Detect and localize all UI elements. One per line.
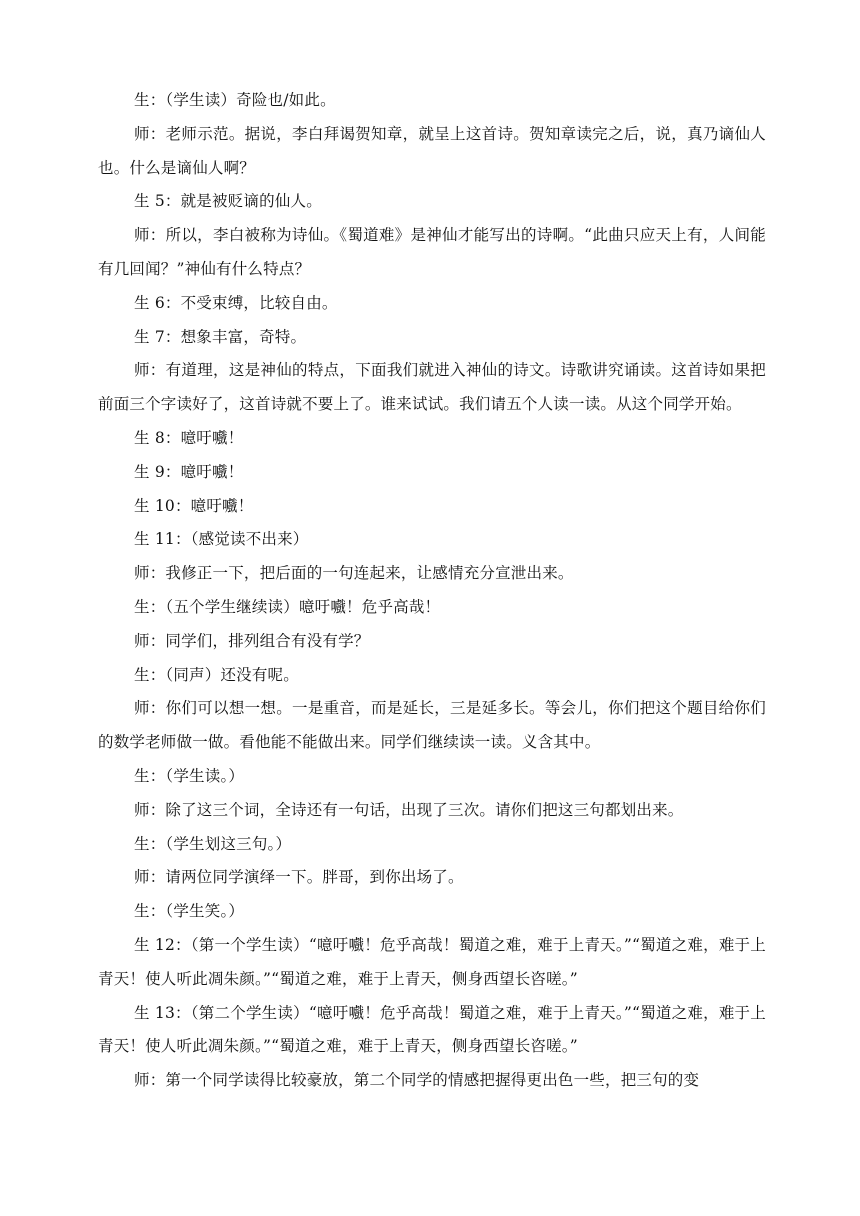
paragraph-5: 生 6：不受束缚，比较自由。 [134, 293, 338, 312]
paragraph-16: 师：你们可以想一想。一是重音，而是延长，三是延多长。等会儿，你们把这个题目给你们的数学老师做一做。看他能不能做出来。同学们继续读一读。义含其中。 [98, 699, 766, 752]
paragraph-21: 生：（学生笑。） [134, 902, 245, 921]
paragraph-8: 生 8：噫吁嚱！ [134, 428, 244, 447]
paragraph-11: 生 11：（感觉读不出来） [134, 530, 309, 549]
paragraph-14: 师：同学们，排列组合有没有学？ [134, 631, 370, 650]
paragraph-20: 师：请两位同学演绎一下。胖哥，到你出场了。 [134, 868, 464, 887]
paragraph-3: 生 5：就是被贬谪的仙人。 [134, 192, 322, 211]
paragraph-13: 生：（五个学生继续读）噫吁嚱！危乎高哉！ [134, 597, 441, 616]
paragraph-19: 生：（学生划这三句。） [134, 834, 292, 853]
paragraph-9: 生 9：噫吁嚱！ [134, 462, 244, 481]
paragraph-10: 生 10：噫吁嚱！ [134, 496, 254, 515]
paragraph-24: 师：第一个同学读得比较豪放，第二个同学的情感把握得更出色一些，把三句的变 [134, 1071, 700, 1090]
paragraph-4: 师：所以，李白被称为诗仙。《蜀道难》是神仙才能写出的诗啊。“此曲只应天上有，人间能有几回闻？”神仙有什么特点？ [98, 226, 766, 278]
transcript-body [98, 84, 766, 1098]
paragraph-23: 生 13：（第二个学生读）“噫吁嚱！危乎高哉！蜀道之难，难于上青天。”“蜀道之难，难于上青天！使人听此凋朱颜。”“蜀道之难，难于上青天，侧身西望长咨嗟。” [98, 1003, 766, 1056]
paragraph-6: 生 7：想象丰富，奇特。 [134, 327, 307, 346]
paragraph-7: 师：有道理，这是神仙的特点，下面我们就进入神仙的诗文。诗歌讲究诵读。这首诗如果把前面三个字读好了，这首诗就不要上了。谁来试试。我们请五个人读一读。从这个同学开始。 [98, 361, 766, 414]
paragraph-12: 师：我修正一下，把后面的一句连起来，让感情充分宣泄出来。 [134, 564, 574, 583]
paragraph-22: 生 12：（第一个学生读）“噫吁嚱！危乎高哉！蜀道之难，难于上青天。”“蜀道之难，难于上青天！使人听此凋朱颜。”“蜀道之难，难于上青天，侧身西望长咨嗟。” [98, 935, 766, 988]
paragraph-1: 生：（学生读）奇险也/如此。 [134, 91, 336, 109]
paragraph-17: 生：（学生读。） [134, 766, 245, 785]
paragraph-18: 师：除了这三个词，全诗还有一句话，出现了三次。请你们把这三句都划出来。 [134, 800, 684, 819]
paragraph-2: 师：老师示范。据说，李白拜谒贺知章，就呈上这首诗。贺知章读完之后，说，真乃谪仙人也。什么是谪仙人啊？ [98, 124, 766, 177]
paragraph-15: 生：（同声）还没有呢。 [134, 665, 299, 684]
